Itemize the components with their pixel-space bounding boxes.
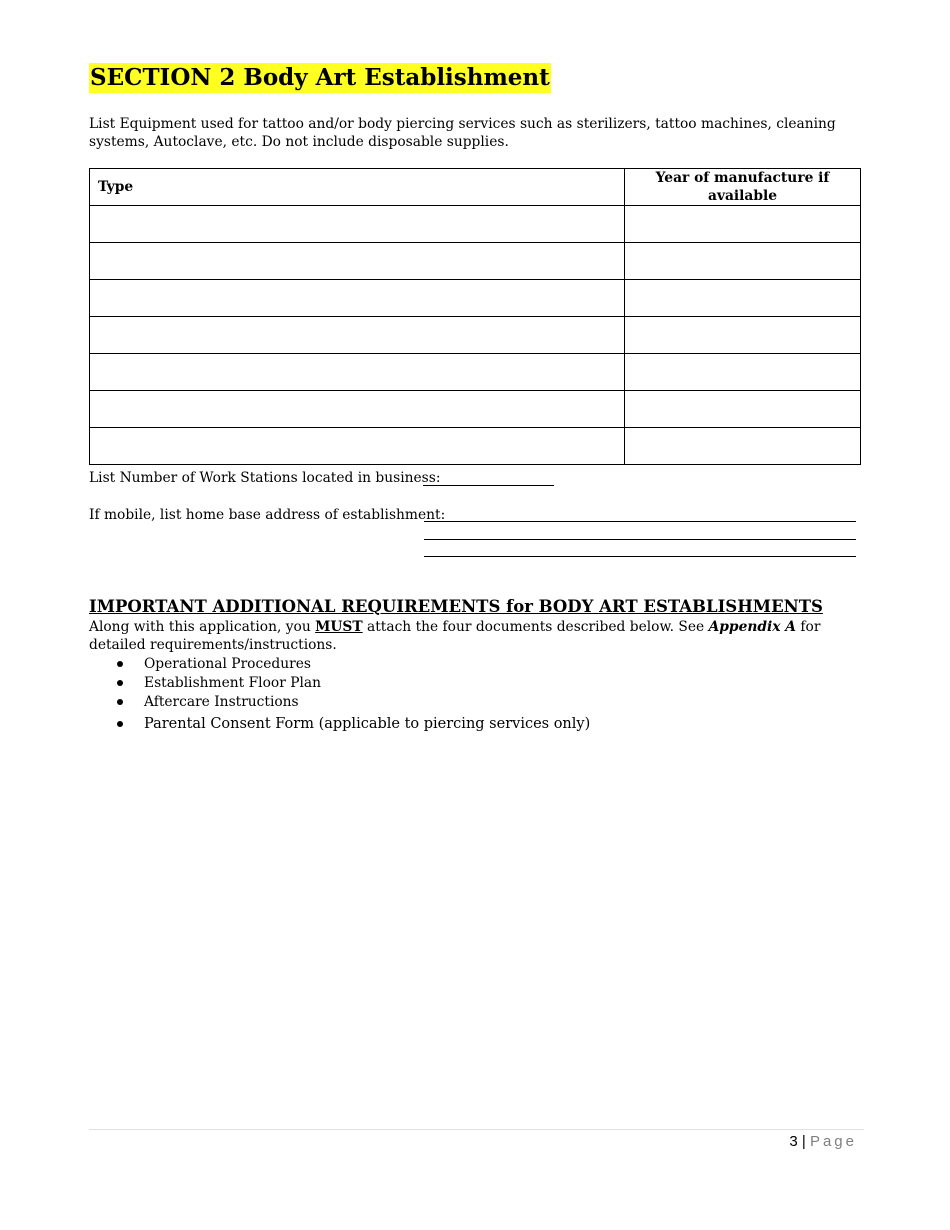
mobile-address-line-1[interactable]	[424, 521, 856, 522]
bullet-icon	[117, 661, 123, 667]
equipment-table-header	[90, 169, 861, 206]
equipment-type-cell[interactable]	[90, 354, 625, 391]
requirements-paragraph	[89, 618, 864, 654]
equipment-year-cell[interactable]	[625, 391, 861, 428]
list-item	[89, 674, 590, 693]
equipment-type-cell[interactable]	[90, 317, 625, 354]
equipment-year-cell[interactable]	[625, 317, 861, 354]
document-label: Parental Consent Form (applicable to piercing services only)	[144, 716, 591, 732]
footer-divider	[89, 1129, 864, 1130]
requirements-heading: IMPORTANT ADDITIONAL REQUIREMENTS for BODY ART ESTABLISHMENTS	[89, 597, 823, 616]
equipment-type-cell[interactable]	[90, 280, 625, 317]
list-item	[89, 655, 590, 674]
document-label: Establishment Floor Plan	[144, 675, 321, 691]
section-title: SECTION 2 Body Art Establishment	[90, 64, 550, 91]
page-footer	[789, 1133, 857, 1151]
equipment-type-cell[interactable]	[90, 243, 625, 280]
equipment-type-cell[interactable]	[90, 391, 625, 428]
equipment-year-cell[interactable]	[625, 243, 861, 280]
type-column-header: Type	[90, 169, 625, 206]
table-row	[90, 243, 861, 280]
table-row	[90, 428, 861, 465]
equipment-year-cell[interactable]	[625, 428, 861, 465]
equipment-instructions: List Equipment used for tattoo and/or body piercing services such as sterilizers, tattoo machines, cleaning systems, Autoclave, etc. Do not include disposable supplies.	[89, 116, 836, 150]
must-emphasis: MUST	[315, 619, 363, 635]
table-row	[90, 206, 861, 243]
required-documents-list	[89, 655, 590, 734]
bullet-icon	[117, 699, 123, 705]
list-item	[89, 715, 590, 734]
table-row	[90, 317, 861, 354]
bullet-icon	[117, 721, 123, 727]
document-label: Operational Procedures	[144, 656, 311, 672]
list-item	[89, 693, 590, 712]
bullet-icon	[117, 680, 123, 686]
work-stations-blank[interactable]	[423, 485, 554, 486]
equipment-year-cell[interactable]	[625, 206, 861, 243]
requirements-text-middle: attach the four documents described below. See	[362, 619, 709, 635]
table-row	[90, 354, 861, 391]
table-row	[90, 280, 861, 317]
mobile-address-label: If mobile, list home base address of establishment:	[89, 507, 446, 523]
work-stations-label: List Number of Work Stations located in business:	[89, 470, 441, 486]
equipment-year-cell[interactable]	[625, 354, 861, 391]
page-label: Page	[809, 1133, 857, 1150]
page-number: 3	[789, 1133, 798, 1150]
equipment-type-cell[interactable]	[90, 428, 625, 465]
year-column-header: Year of manufacture if available	[625, 169, 861, 206]
appendix-reference: Appendix A	[708, 619, 797, 635]
requirements-text-after: for detailed requirements/instructions.	[89, 619, 821, 653]
mobile-address-line-3[interactable]	[424, 556, 856, 557]
document-label: Aftercare Instructions	[144, 694, 299, 710]
requirements-text-before: Along with this application, you	[89, 619, 316, 635]
mobile-address-line-2[interactable]	[424, 539, 856, 540]
footer-separator: |	[801, 1133, 806, 1150]
equipment-type-cell[interactable]	[90, 206, 625, 243]
table-row	[90, 391, 861, 428]
equipment-table	[89, 168, 861, 465]
equipment-year-cell[interactable]	[625, 280, 861, 317]
